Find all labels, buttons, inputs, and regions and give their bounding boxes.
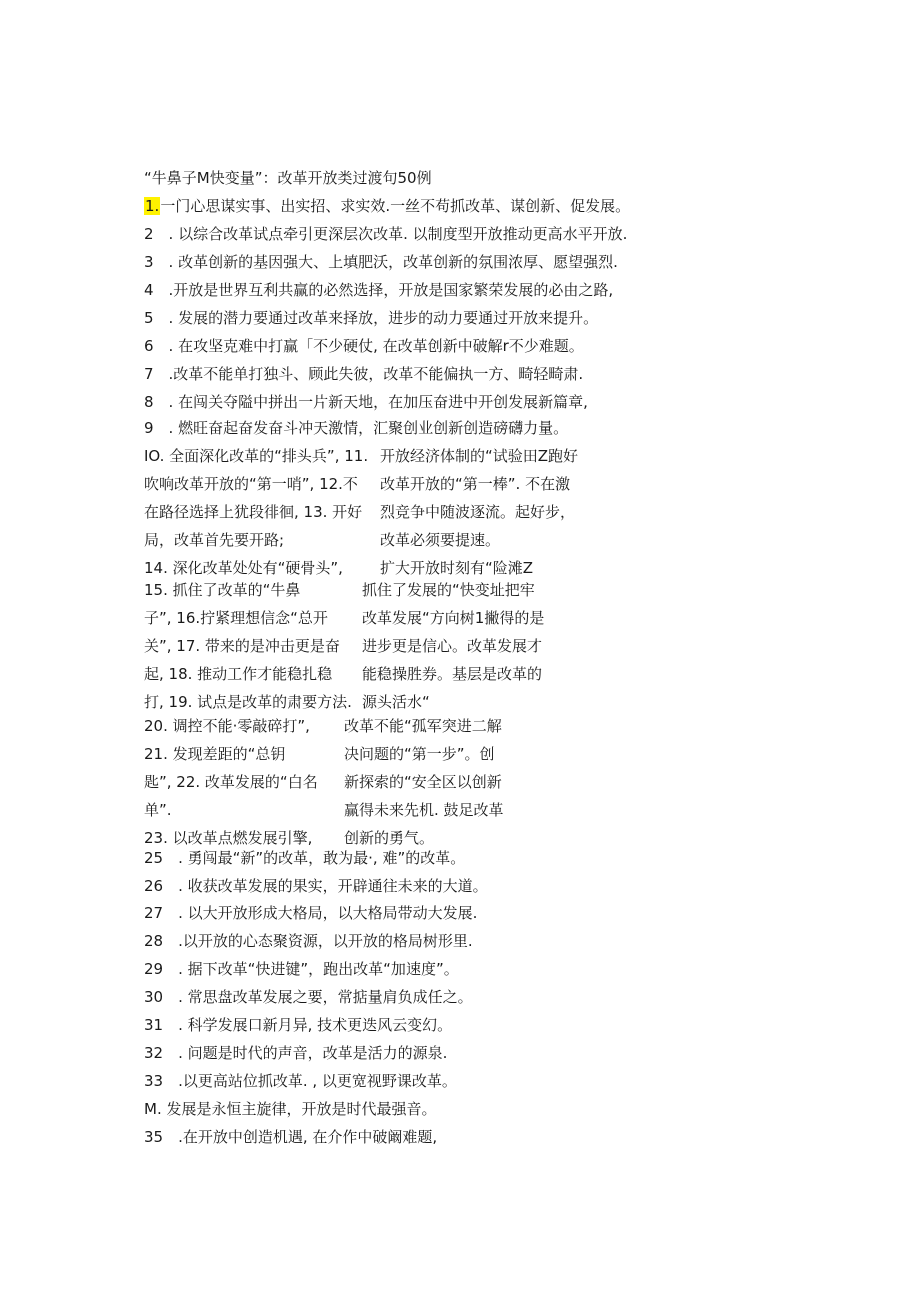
list-item: M. 发展是永恒主旋律，开放是时代最强音。 (144, 1100, 437, 1118)
list-item: 29 . 据下改革“快进键”，跑出改革“加速度”。 (144, 960, 459, 978)
column-line: 打, 19. 试点是改革的肃要方法. (144, 693, 352, 711)
column-line: 单”. (144, 801, 172, 819)
list-item: 3 . 改革创新的基因强大、上填肥沃，改革创新的氛围浓厚、愿望强烈. (144, 253, 618, 271)
list-item: 5 . 发展的潜力要通过改革来择放，进步的动力要通过开放来提升。 (144, 309, 599, 327)
column-line: 改革不能“孤军突进二解 (344, 717, 502, 735)
column-line: 改革发展“方向树1撇得的是 (362, 609, 545, 627)
column-line: 改革必须要提速。 (380, 531, 501, 549)
column-line: 14. 深化改革处处有“硬骨头”, (144, 559, 343, 577)
list-item: 26 . 收获改革发展的果实，开辟通往未来的大道。 (144, 877, 488, 895)
column-line: 20. 调控不能·零敲碎打”, (144, 717, 310, 735)
list-item: 6 . 在攻坚克难中打赢「不少硬仗, 在改革创新中破解r不少难题。 (144, 337, 584, 355)
list-item: 27 . 以大开放形成大格局，以大格局带动大发展. (144, 904, 478, 922)
column-line: 新探索的“安全区以创新 (344, 773, 502, 791)
document-title: “牛鼻子M快变量”：改革开放类过渡句50例 (144, 169, 432, 187)
column-line: 开放经济体制的“试验田Z跑好 (380, 447, 579, 465)
list-item (144, 196, 630, 216)
column-block-left (144, 446, 368, 586)
column-line: 赢得未来先机. 鼓足改革 (344, 801, 504, 819)
column-line: 21. 发现差距的“总钥 (144, 745, 286, 763)
column-block-right (362, 580, 544, 720)
column-line: 进步更是信心。改革发展才 (362, 637, 543, 655)
column-line: 起, 18. 推动工作才能稳扎稳 (144, 665, 333, 683)
column-line: IO. 全面深化改革的“排头兵”, 11. (144, 447, 369, 465)
list-item: 28 .以开放的心态聚资源，以开放的格局树形里. (144, 932, 473, 950)
item-text: 一门心思谋实事、出实招、求实效.一丝不苟抓改革、谋创新、促发展。 (160, 197, 631, 215)
column-line: 子”, 16.拧紧理想信念“总开 (144, 609, 328, 627)
column-line: 创新的勇气。 (344, 829, 435, 847)
column-line: 烈竞争中随波逐流。起好步， (380, 503, 576, 521)
list-item: 9 . 燃旺奋起奋发奋斗冲天激情，汇聚创业创新创造磅礴力量。 (144, 419, 569, 437)
column-block-right (344, 716, 504, 856)
column-line: 23. 以改革点燃发展引擎, (144, 829, 313, 847)
list-item: 7 .改革不能单打独斗、顾此失彼，改革不能偏执一方、畸轻畸肃. (144, 365, 584, 383)
column-line: 能稳操胜券。基层是改革的 (362, 665, 543, 683)
column-line: 在路径选择上犹段徘徊, 13. 开好 (144, 503, 363, 521)
list-item: 8 . 在闯关夺隘中拼出一片新天地，在加压奋进中开创发展新篇章, (144, 393, 588, 411)
list-item: 25 . 勇闯最“新”的改革，敢为最·, 难”的改革。 (144, 849, 466, 867)
column-block-left (144, 716, 318, 856)
column-block-right (380, 446, 578, 586)
column-line: 扩大开放时刻有“险滩Z (380, 559, 534, 577)
column-line: 15. 抓住了改革的“牛鼻 (144, 581, 301, 599)
column-line: 改革开放的“第一棒”. 不在激 (380, 475, 571, 493)
column-line: 关”, 17. 带来的是冲击更是奋 (144, 637, 340, 655)
list-item: 31 . 科学发展口新月异, 技术更迭风云变幻。 (144, 1016, 453, 1034)
column-line: 决问题的“第一步”。创 (344, 745, 495, 763)
list-item: 30 . 常思盘改革发展之要，常掂量肩负成任之。 (144, 988, 473, 1006)
column-line: 抓住了发展的“快变址把牢 (362, 581, 535, 599)
list-item: 4 .开放是世界互利共赢的必然选择，开放是国家繁荣发展的必由之路, (144, 281, 614, 299)
item-number-highlight: 1. (145, 197, 160, 215)
list-item: 32 . 问题是时代的声音，改革是活力的源泉. (144, 1044, 448, 1062)
column-block-left (144, 580, 352, 720)
list-item: 2 . 以综合改革试点牵引更深层次改革. 以制度型开放推动更高水平开放. (144, 225, 628, 243)
column-line: 局，改革首先要开路; (144, 531, 285, 549)
list-item: 33 .以更高站位抓改革. , 以更宽视野课改革。 (144, 1072, 457, 1090)
column-line: 匙”, 22. 改革发展的“白名 (144, 773, 318, 791)
column-line: 吹响改革开放的“第一哨”, 12.不 (144, 475, 358, 493)
column-line: 源头活水“ (362, 693, 430, 711)
list-item: 35 .在开放中创造机遇, 在介作中破阚难题, (144, 1128, 438, 1146)
